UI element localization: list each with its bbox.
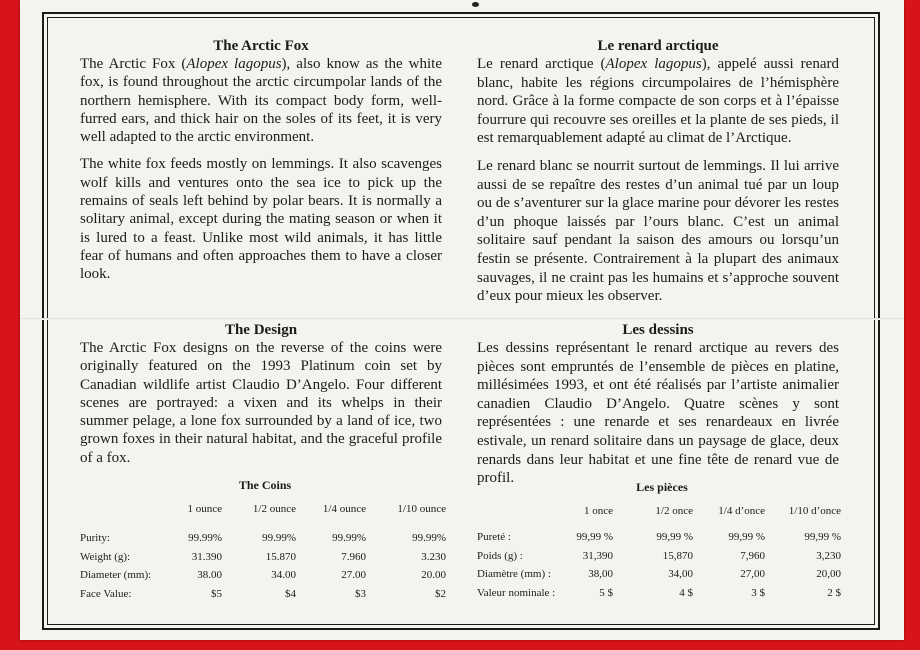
english-coins-table [80,499,446,603]
table-cell: 15.870 [265,550,296,563]
row-label: Diameter (mm): [80,569,152,582]
table-cell: 99.99% [262,532,296,545]
table-cell: $3 [355,587,366,600]
table-cell: 20,00 [816,568,841,581]
table-cell: 99.99% [332,532,366,545]
row-label: Face Value: [80,587,132,600]
table-cell: 31.390 [191,550,222,563]
english-paragraph-2: The white fox feeds mostly on lemmings. It also scavenges wolf kills and ventures onto the sea ice to pick up the remains of seals left behind by polar bears. It is normally a solitary animal, except during the mating season or when it is lured to a feast. Unlike most wild animals, it has little fear of humans and often approaches them to have a closer look. [80,156,442,283]
french-design-section [477,321,839,488]
table-cell: 3 $ [751,586,765,599]
row-label: Pureté : [477,531,511,544]
english-intro-section [80,37,442,284]
french-coins-table-block [477,480,847,602]
french-title: Le renard arctique [597,38,719,54]
table-row [477,528,841,547]
english-design-title: The Design [224,322,298,338]
table-row [80,585,446,604]
column-header: 1/10 d’once [788,505,841,517]
french-design-title: Les dessins [622,322,694,338]
table-cell: 3,230 [816,549,841,562]
table-row [477,565,841,584]
french-paragraph-1: Le renard arctique (Alopex lagopus), appelé aussi renard blanc, habite les régions circumpolaires de l’hémisphère nord. Grâce à la forme compacte de son corps et à l’épaisse fourrure qui recouvre ses oreilles et la plante de ses pieds, il est remarquablement adapté au climat de l’Arctique. [477,56,839,147]
french-paragraph-2: Le renard blanc se nourrit surtout de lemmings. Il lui arrive aussi de se repaître des restes d’un animal tué par un loup ou de s’aventurer sur la glace marine pour dévorer les restes d’un phoque laissés par l’ours blanc. C’est un animal solitaire sauf pendant la saison des amours ou lorsqu’un festin se présente. Contrairement à la plupart des animaux sauvages, il ne craint pas les humains et s’approche souvent d’eux pour mieux les observer. [477,157,839,305]
table-cell: 99.99% [412,532,446,545]
table-cell: 7.960 [341,550,366,563]
row-label: Purity: [80,532,110,545]
table-cell: 99,99 % [728,531,765,544]
french-latin-name: Alopex lagopus [605,56,702,72]
table-cell: 99,99 % [656,531,693,544]
table-cell: 4 $ [679,586,693,599]
table-cell: 5 $ [599,586,613,599]
table-cell: $5 [211,587,222,600]
table-header-row [477,501,841,521]
table-cell: 20.00 [421,569,446,582]
fold-line [20,318,904,320]
column-header: 1/4 d’once [718,505,765,517]
english-paragraph-1: The Arctic Fox (Alopex lagopus), also know as the white fox, is found throughout the arctic circumpolar lands of the northern hemisphere. With its compact body form, well-furred ears, and thick hair on the soles of its feet, it is very well adapted to the arctic environment. [80,56,442,146]
english-title: The Arctic Fox [213,38,309,54]
column-header: 1/4 ounce [322,503,366,515]
table-cell: $2 [435,587,446,600]
english-coins-table-block [80,478,450,603]
column-header: 1/10 ounce [397,503,446,515]
table-row [80,548,446,567]
table-cell: 2 $ [827,586,841,599]
table-row [477,584,841,603]
punch-hole [472,2,479,7]
table-cell: 34,00 [668,568,693,581]
english-table-title: The Coins [238,478,292,492]
column-header: 1/2 once [655,505,693,517]
row-label: Weight (g): [80,550,131,563]
table-cell: 38,00 [588,568,613,581]
english-design-section [80,321,442,467]
table-header-row [80,499,446,519]
table-row [80,566,446,585]
table-cell: 7,960 [740,549,765,562]
table-cell: 3.230 [421,550,446,563]
french-table-title: Les pièces [636,480,688,494]
french-intro-section [477,37,839,306]
table-cell: 34.00 [271,569,296,582]
row-label: Diamètre (mm) : [477,568,551,581]
table-cell: 15,870 [662,549,693,562]
row-label: Valeur nominale : [477,586,556,599]
table-cell: 99,99 % [804,531,841,544]
certificate-card [20,0,904,640]
french-design-paragraph: Les dessins représentant le renard arctique au revers des pièces sont empruntés de l’ensemble de pièces en platine, millésimées 1993, et ont été réalisés par l’artiste animalier canadien Claudio D’Angelo. Quatre scènes y sont représentées : une renarde et ses renardeaux en livrée estivale, un renard solitaire dans un paysage de glace, deux renards dans leur habitat et une fine tête de renard vue de profil. [477,340,839,487]
column-header: 1 ounce [187,503,222,515]
table-cell: $4 [285,587,296,600]
row-label: Poids (g) : [477,549,523,562]
table-cell: 27,00 [740,568,765,581]
column-header: 1/2 ounce [252,503,296,515]
table-cell: 99,99 % [576,531,613,544]
table-row [477,547,841,566]
table-cell: 99.99% [188,532,222,545]
english-latin-name: Alopex lagopus [186,56,282,72]
table-cell: 27.00 [341,569,366,582]
column-header: 1 once [583,505,613,517]
table-cell: 38.00 [197,569,222,582]
english-design-paragraph: The Arctic Fox designs on the reverse of the coins were originally featured on the 1993 Platinum coin set by Canadian wildlife artist Claudio D’Angelo. Four different scenes are portrayed: a vixen and its whelps in their summer pelage, a lone fox surrounded by a land of ice, two grown foxes in their natural habitat, and the graceful profile of a fox. [80,340,442,466]
french-coins-table [477,501,841,602]
table-row [80,529,446,548]
table-cell: 31,390 [582,549,613,562]
